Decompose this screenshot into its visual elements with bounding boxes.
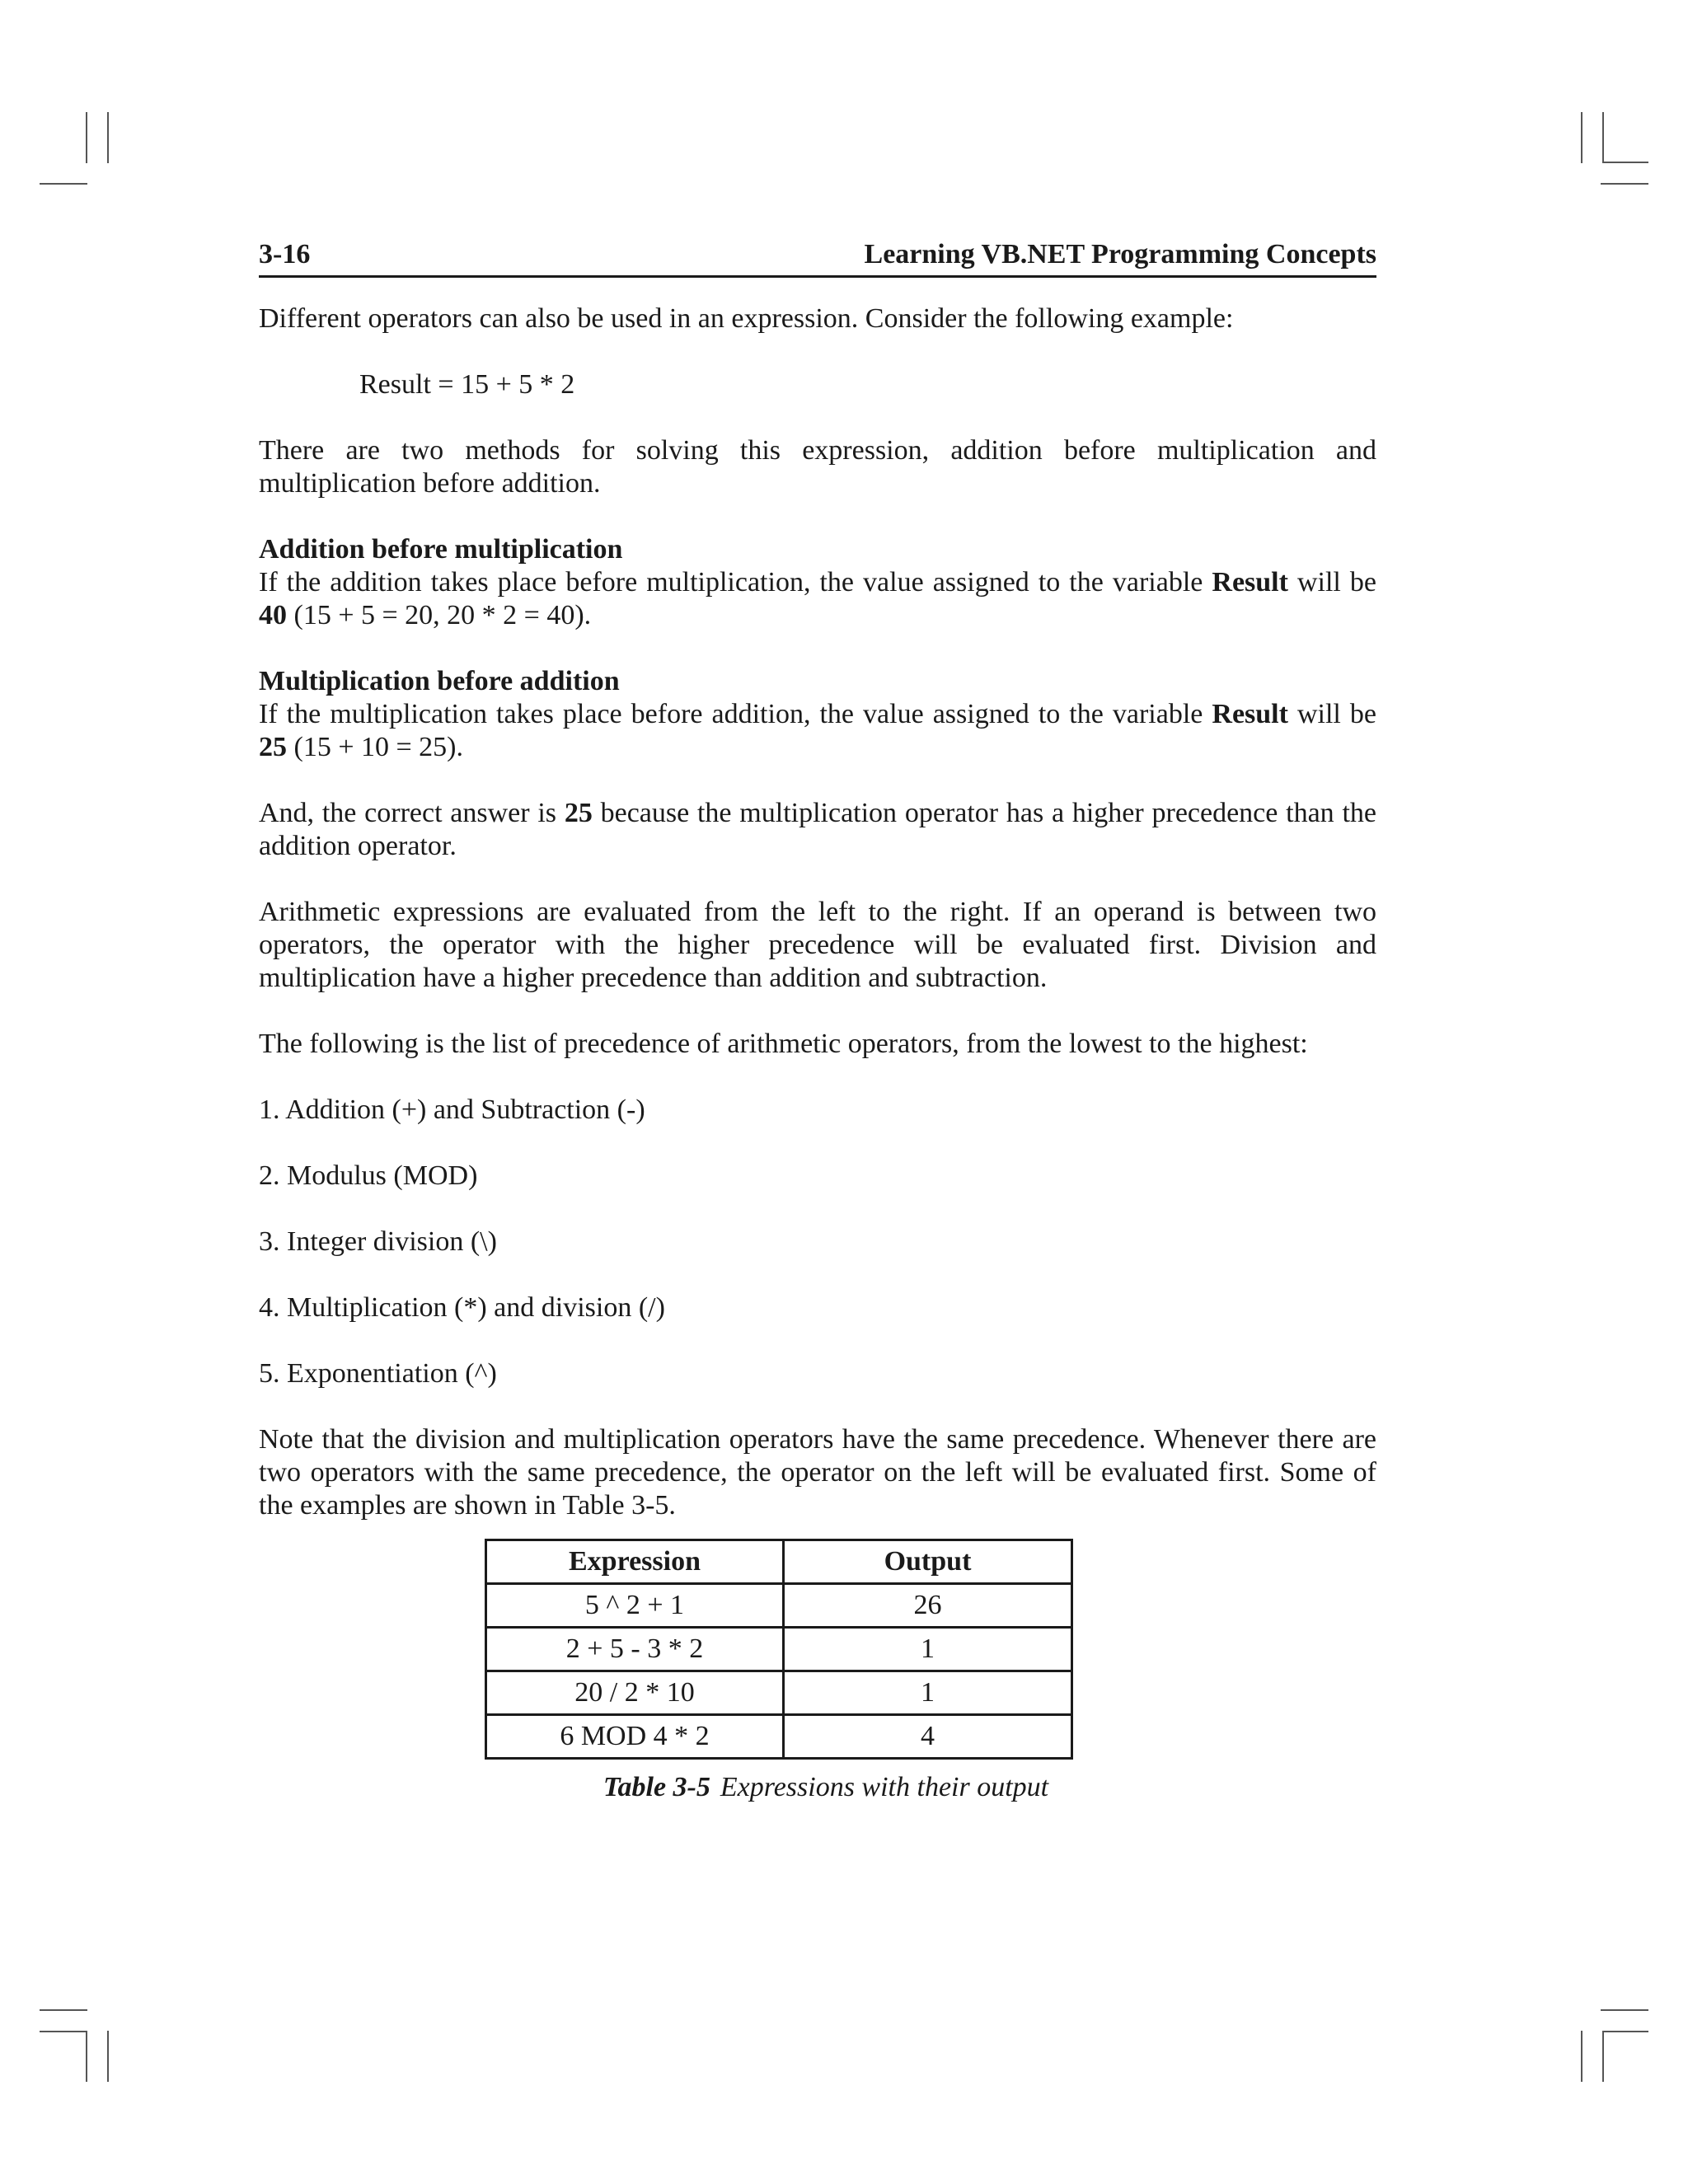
page-content — [259, 302, 1376, 1804]
expression-cell: 2 + 5 - 3 * 2 — [486, 1628, 784, 1671]
output-cell: 4 — [784, 1715, 1072, 1759]
caption-text: Expressions with their output — [720, 1772, 1049, 1802]
crop-mark — [40, 2009, 87, 2011]
table-row — [486, 1584, 1072, 1628]
intro-paragraph: Different operators can also be used in an expression. Consider the following example: — [259, 303, 1234, 334]
crop-mark — [1581, 112, 1582, 163]
caption-label: Table 3-5 — [603, 1772, 710, 1802]
chapter-title: Learning VB.NET Programming Concepts — [864, 239, 1376, 269]
evaluation-paragraph: Arithmetic expressions are evaluated from the left to the right. If an operand is between two operators, the operator with the higher precedence will be evaluated first. Division and multiplication have a higher precedence than addition and subtraction. — [259, 897, 1376, 993]
precedence-item: 1. Addition (+) and Subtraction (-) — [259, 1094, 645, 1125]
precedence-item: 3. Integer division (\) — [259, 1226, 497, 1257]
output-cell: 1 — [784, 1628, 1072, 1671]
column-header-expression: Expression — [486, 1540, 784, 1584]
crop-mark — [1601, 183, 1648, 185]
addition-paragraph: If the addition takes place before multiplication, the value assigned to the variable Result will be 40 (15 + 5 = 20, 20 * 2 = 40). — [259, 567, 1376, 630]
running-header — [259, 239, 1376, 278]
expression-cell: 20 / 2 * 10 — [486, 1671, 784, 1715]
list-intro-paragraph: The following is the list of precedence of arithmetic operators, from the lowest to the highest: — [259, 1029, 1308, 1059]
crop-mark — [1601, 2009, 1648, 2011]
multiplication-paragraph: If the multiplication takes place before addition, the value assigned to the variable Result will be 25 (15 + 10 = 25). — [259, 699, 1376, 762]
section-heading-multiplication: Multiplication before addition — [259, 666, 620, 696]
crop-mark — [1602, 162, 1648, 163]
crop-mark — [86, 2031, 87, 2082]
note-paragraph: Note that the division and multiplication operators have the same precedence. Whenever there are two operators with the same precedence, the operator on the left will be evaluated first. Some of the examples are shown in Table 3-5. — [259, 1424, 1376, 1521]
result-value: 40 — [259, 600, 287, 630]
result-value: 25 — [259, 732, 287, 762]
crop-mark — [40, 2031, 87, 2032]
methods-paragraph: There are two methods for solving this expression, addition before multiplication and multiplication before addition. — [259, 435, 1376, 499]
table-header-row — [486, 1540, 1072, 1584]
output-cell: 1 — [784, 1671, 1072, 1715]
crop-mark — [107, 2031, 109, 2082]
page-body — [259, 239, 1376, 1804]
precedence-item: 4. Multiplication (*) and division (/) — [259, 1292, 665, 1323]
crop-mark — [107, 112, 109, 163]
expression-cell: 5 ^ 2 + 1 — [486, 1584, 784, 1628]
variable-name: Result — [1212, 699, 1288, 729]
column-header-output: Output — [784, 1540, 1072, 1584]
precedence-item: 5. Exponentiation (^) — [259, 1358, 497, 1389]
table-row — [486, 1628, 1072, 1671]
answer-value: 25 — [564, 798, 593, 828]
crop-mark — [40, 183, 87, 185]
section-heading-addition: Addition before multiplication — [259, 534, 623, 565]
table-row — [486, 1715, 1072, 1759]
crop-mark — [1602, 2031, 1604, 2082]
table-caption — [259, 1771, 1376, 1804]
output-cell: 26 — [784, 1584, 1072, 1628]
crop-mark — [1602, 2031, 1648, 2032]
crop-mark — [1602, 112, 1604, 163]
expression-cell: 6 MOD 4 * 2 — [486, 1715, 784, 1759]
crop-mark — [1581, 2031, 1582, 2082]
variable-name: Result — [1212, 567, 1288, 598]
expressions-table — [485, 1539, 1073, 1760]
crop-mark — [86, 112, 87, 163]
table-row — [486, 1671, 1072, 1715]
formula-example: Result = 15 + 5 * 2 — [359, 369, 575, 400]
precedence-item: 2. Modulus (MOD) — [259, 1160, 478, 1191]
answer-paragraph: And, the correct answer is 25 because the multiplication operator has a higher precedence than the addition operator. — [259, 798, 1377, 861]
page-number: 3-16 — [259, 239, 311, 269]
